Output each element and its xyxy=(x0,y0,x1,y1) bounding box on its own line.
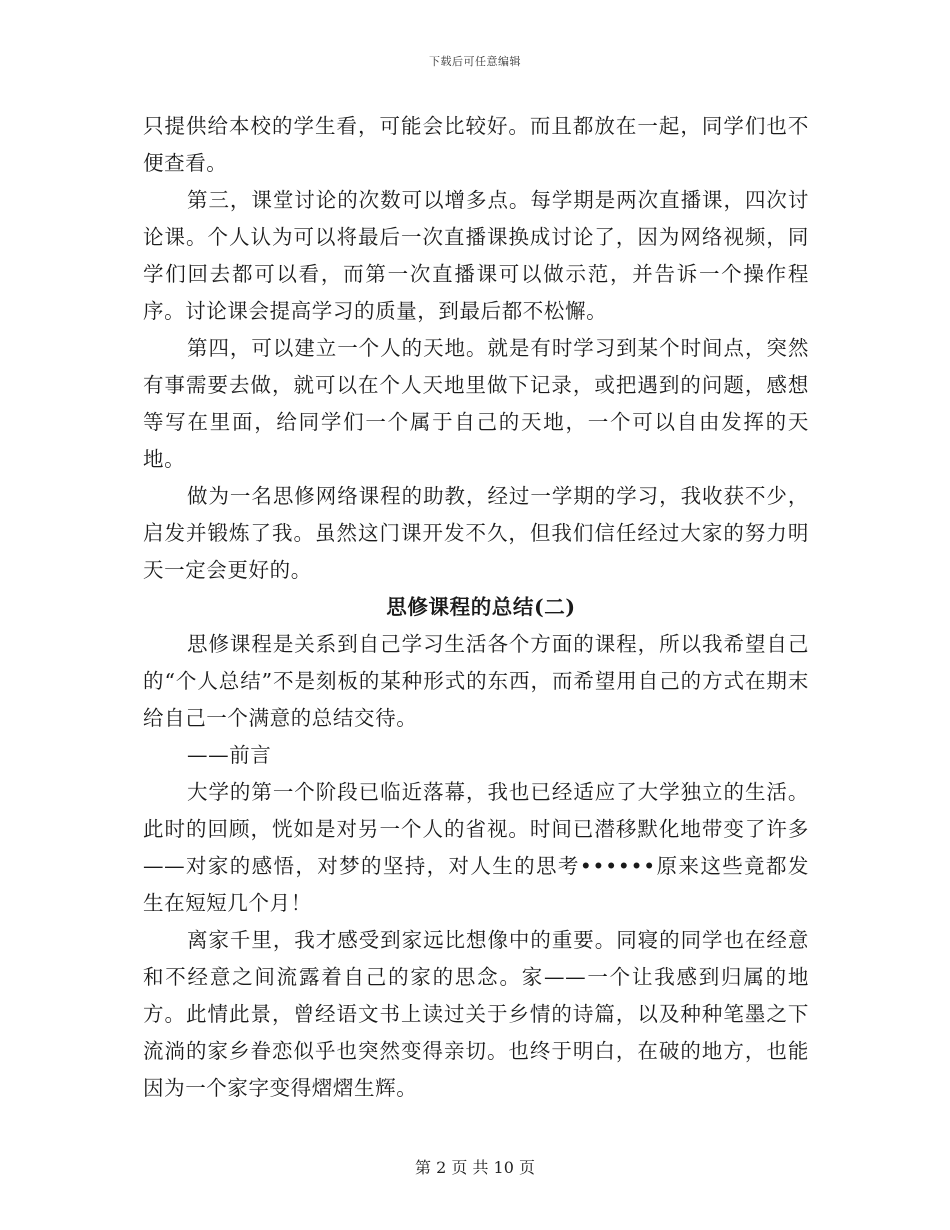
paragraph-reflection: 大学的第一个阶段已临近落幕，我也已经适应了大学独立的生活。此时的回顾，恍如是对另一个人的省视。时间已潜移默化地带变了许多——对家的感悟，对梦的坚持，对人生的思考••••••原来这些竟都发生在短短几个月！ xyxy=(143,780,809,915)
document-body xyxy=(143,108,809,1107)
header-note: 下载后可任意编辑 xyxy=(429,55,521,68)
section-title: 思修课程的总结(二) xyxy=(386,595,576,619)
page-number: 第 2 页 共 10 页 xyxy=(415,1158,535,1177)
paragraph-home: 离家千里，我才感受到家远比想像中的重要。同寝的同学也在经意和不经意之间流露着自己的家的思念。家——一个让我感到归属的地方。此情此景，曾经语文书上读过关于乡情的诗篇，以及种种笔墨之下流淌的家乡眷恋似乎也突然变得亲切。也终于明白，在破的地方，也能因为一个家字变得熠熠生辉。 xyxy=(143,928,809,1100)
paragraph-conclusion: 做为一名思修网络课程的助教，经过一学期的学习，我收获不少，启发并锻炼了我。虽然这门课开发不久，但我们信任经过大家的努力明天一定会更好的。 xyxy=(143,484,809,582)
paragraph-preface-label: ——前言 xyxy=(187,743,272,767)
paragraph-point-three: 第三，课堂讨论的次数可以增多点。每学期是两次直播课，四次讨论课。个人认为可以将最后一次直播课换成讨论了，因为网络视频，同学们回去都可以看，而第一次直播课可以做示范，并告诉一个操作程序。讨论课会提高学习的质量，到最后都不松懈。 xyxy=(143,188,809,323)
paragraph-intro: 思修课程是关系到自己学习生活各个方面的课程，所以我希望自己的“个人总结”不是刻板的某种形式的东西，而希望用自己的方式在期末给自己一个满意的总结交待。 xyxy=(143,632,809,730)
paragraph-continuation: 只提供给本校的学生看，可能会比较好。而且都放在一起，同学们也不便查看。 xyxy=(143,114,809,175)
paragraph-point-four: 第四，可以建立一个人的天地。就是有时学习到某个时间点，突然有事需要去做，就可以在个人天地里做下记录，或把遇到的问题，感想等写在里面，给同学们一个属于自己的天地，一个可以自由发挥的天地。 xyxy=(143,336,809,471)
